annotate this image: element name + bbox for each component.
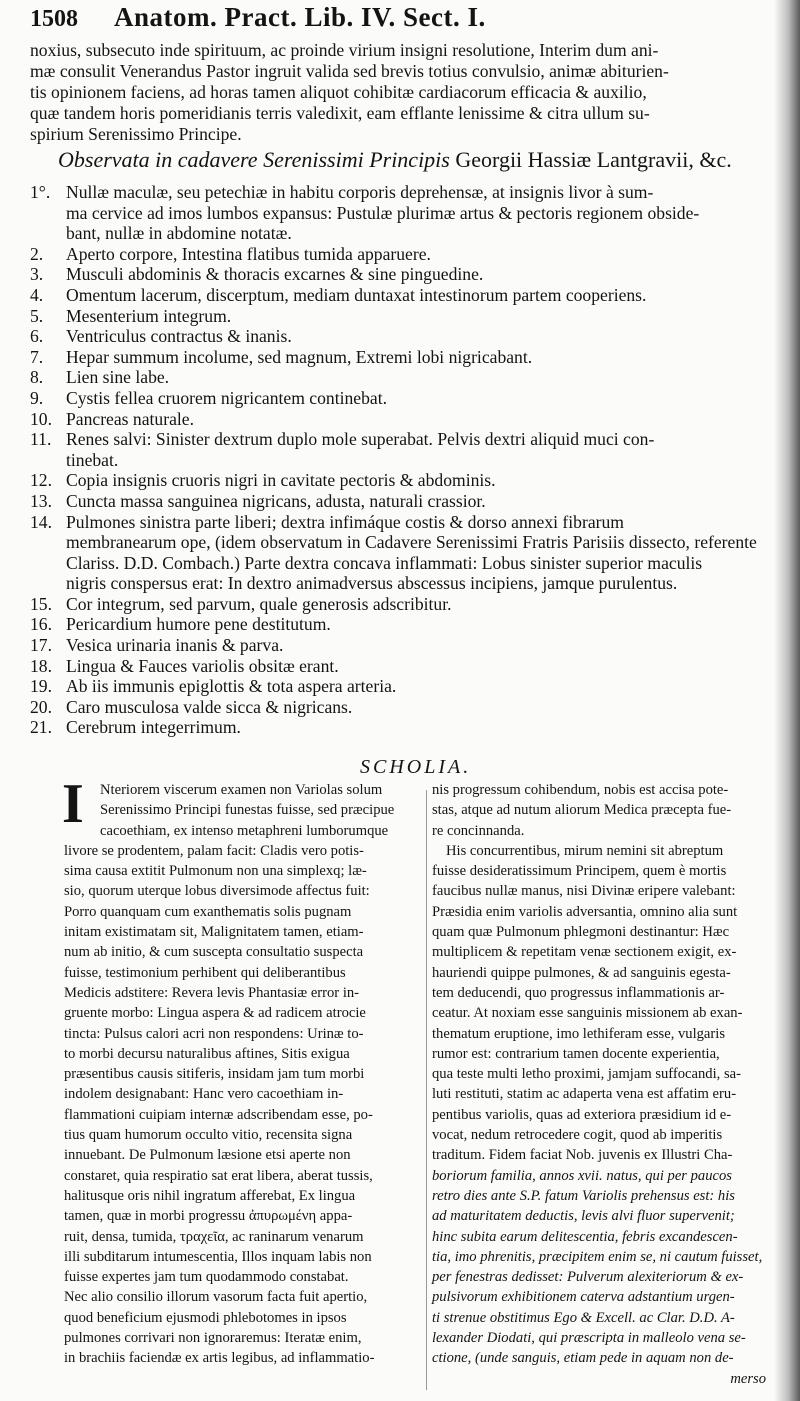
observation-item — [30, 347, 772, 368]
item-number: 19. — [30, 676, 52, 697]
item-text: Cystis fellea cruorem nigricantem continebat. — [66, 387, 387, 408]
scholia-right-column — [432, 780, 766, 1389]
observation-item — [30, 450, 772, 471]
observation-item — [30, 285, 772, 306]
column-divider — [426, 790, 427, 1390]
scholia-left-line: Nteriorem viscerum examen non Variolas solum — [100, 782, 383, 798]
item-text: Cuncta massa sanguinea nigricans, adusta, naturali crassior. — [66, 490, 486, 511]
scholia-left-line: cacoethiam, ex intenso metaphreni lumborumque — [100, 822, 389, 839]
scholia-left-line: tincta: Pulsus calori acri non respondens: Urinæ to- — [64, 1025, 364, 1042]
item-number: 6. — [30, 326, 44, 347]
scholia-right-line: pulsivorum exhibitionem caterva adstantium urgen- — [432, 1289, 735, 1306]
observation-item — [30, 553, 772, 574]
observation-item — [30, 264, 772, 285]
observation-item — [30, 491, 772, 512]
intro-line: quæ tandem horis pomeridianis terris valedixit, eam efflante lenissime & citra ullum su- — [30, 103, 650, 123]
item-text: Pericardium humore pene destitutum. — [66, 614, 331, 635]
item-number: 11. — [30, 429, 52, 450]
item-number: 2. — [30, 243, 44, 264]
item-text: Cerebrum integerrimum. — [66, 717, 241, 738]
observation-title — [58, 146, 778, 174]
scholia-right-line: retro dies ante S.P. fatum Variolis prehensus est: his — [432, 1187, 735, 1204]
item-text: Ventriculus contractus & inanis. — [66, 326, 292, 347]
scholia-left-line: Medicis adstitere: Revera levis Phantasiæ error in- — [64, 984, 360, 1001]
scholia-right-line: nis progressum cohibendum, nobis est accisa pote- — [432, 782, 729, 798]
item-text: Ab iis immunis epiglottis & tota aspera arteria. — [66, 676, 397, 697]
item-text: Mesenterium integrum. — [66, 305, 232, 326]
scholia-left-line: gruente morbo: Lingua aspera & ad radicem atrocie — [64, 1005, 366, 1022]
scholia-left-line: quod beneficium ejusmodi phlebotomes in ipsos — [64, 1309, 347, 1326]
scholia-right-line: luti restituti, statim ac adaperta vena est affatim eru- — [432, 1086, 737, 1103]
observation-item — [30, 532, 772, 553]
observation-item — [30, 676, 772, 697]
scholia-heading: SCHOLIA. — [360, 756, 472, 778]
item-number: 14. — [30, 511, 52, 532]
scholia-right-line: Præsidia enim variolis adversantia, omnino alia sunt — [432, 903, 738, 920]
scholia-left-line: in brachiis faciendæ ex artis legibus, ad inflammatio- — [64, 1350, 375, 1367]
observation-item — [30, 223, 772, 244]
scholia-left-line: flammationi cuipiam internæ adscribendam esse, po- — [64, 1106, 373, 1123]
item-text: Clariss. D.D. Combach.) Parte dextra concava inflammati: Lobus sinister superior maculis — [66, 552, 703, 573]
scholia-right-line: hauriendi quippe pulmones, & ad sanguinis egesta- — [432, 964, 731, 981]
item-number: 12. — [30, 470, 52, 491]
item-text: Caro musculosa valde sicca & nigricans. — [66, 696, 353, 717]
scholia-right-line: boriorum familia, annos xvii. natus, qui per paucos — [432, 1167, 732, 1184]
observation-item — [30, 409, 772, 430]
observation-item — [30, 367, 772, 388]
item-text: tinebat. — [66, 449, 119, 470]
scholia-left-line: ruit, densa, tumida, τραχεῖα, ac raninarum venarum — [64, 1228, 364, 1245]
observation-item — [30, 326, 772, 347]
scholia-left-line: constaret, quia respiratio sat erat libera, aberat tussis, — [64, 1167, 373, 1184]
item-number: 15. — [30, 593, 52, 614]
observation-item — [30, 697, 772, 718]
scholia-right-line: tem deducendi, quo progressus inflammationis ar- — [432, 984, 725, 1001]
item-text: Omentum lacerum, discerptum, mediam duntaxat intestinorum partem cooperiens. — [66, 284, 647, 305]
observation-item — [30, 573, 772, 594]
scholia-left-line: indolem designabant: Hanc vero cacoethiam in- — [64, 1086, 344, 1103]
item-text: Musculi abdominis & thoracis excarnes & sine pinguedine. — [66, 264, 484, 285]
drop-cap: I — [62, 773, 84, 835]
scholia-right-line: fuisse desideratissimum Principem, quem è mortis — [432, 863, 727, 880]
intro-paragraph — [30, 40, 772, 145]
item-number: 13. — [30, 490, 52, 511]
item-text: Vesica urinaria inanis & parva. — [66, 635, 284, 656]
scholia-left-line: initam existimatam sit, Malignitatem tamen, etiam- — [64, 924, 364, 941]
scholia-right-line: merso — [730, 1370, 766, 1387]
item-number: 18. — [30, 655, 52, 676]
scholia-right-line: re concinnanda. — [432, 822, 525, 839]
scholia-right-line: qua teste multi letho proximi, jamjam suffocandi, sa- — [432, 1066, 741, 1083]
scholia-left-line: to morbi decursu naturalibus aftines, Sitis exigua — [64, 1045, 350, 1062]
scholia-right-line: thematum eruptione, imo lethiferam esse, vulgaris — [432, 1025, 726, 1042]
scholia-right-line: hinc subita earum delitescentia, febris excandescen- — [432, 1228, 738, 1245]
item-text: Lien sine labe. — [66, 367, 170, 388]
item-text: Pulmones sinistra parte liberi; dextra infimáque costis & dorso annexi fibrarum — [66, 511, 624, 532]
scholia-left-line: Nec alio consilio illorum vasorum facta fuit apertio, — [64, 1289, 368, 1306]
intro-line: mæ consulit Venerandus Pastor ingruit valida sed brevis totius convulsio, animæ abiturien- — [30, 61, 669, 81]
item-text: Pancreas naturale. — [66, 408, 194, 429]
scholia-left-column — [64, 780, 422, 1369]
item-text: membranearum ope, (idem observatum in Cadavere Serenissimi Fratris Parisiis dissecto, referente — [66, 532, 757, 553]
observation-item — [30, 656, 772, 677]
scholia-left-line: illi subditarum intumescentia, Illos inquam labis non — [64, 1248, 372, 1265]
scholia-left-line: livore se prodentem, palam facit: Cladis vero potis- — [64, 842, 364, 859]
scholia-right-line: His concurrentibus, mirum nemini sit abreptum — [446, 842, 724, 859]
item-number: 20. — [30, 696, 52, 717]
item-number: 9. — [30, 387, 44, 408]
scholia-right-line: ad maturitatem deductis, levis alvi fluor supervenit; — [432, 1208, 735, 1225]
scholia-right-line: lexander Diodati, qui præscripta in malleolo vena se- — [432, 1330, 746, 1347]
observation-title-italic: Observata in cadavere Serenissimi Principis — [58, 147, 450, 172]
item-text: Lingua & Fauces variolis obsitæ erant. — [66, 655, 339, 676]
item-number: 21. — [30, 717, 52, 738]
intro-line: noxius, subsecuto inde spirituum, ac proinde virium insigni resolutione, Interim dum ani- — [30, 40, 659, 60]
scholia-left-line: Porro quanquam cum exanthematis solis pugnam — [64, 903, 352, 920]
observation-title-roman: Georgii Hassiæ Lantgravii, &c. — [449, 147, 732, 172]
observation-item — [30, 614, 772, 635]
item-text: Copia insignis cruoris nigri in cavitate pectoris & abdominis. — [66, 470, 496, 491]
item-number: 16. — [30, 614, 52, 635]
observation-item — [30, 306, 772, 327]
observation-item — [30, 512, 772, 533]
observation-item — [30, 594, 772, 615]
scholia-right-line: vocat, nedum retrocedere cogit, quod ab imperitis — [432, 1127, 723, 1144]
scholia-left-line: sima causa extitit Pulmonum non una simplexq; læ- — [64, 863, 367, 880]
item-text: Renes salvi: Sinister dextrum duplo mole superabat. Pelvis dextri aliquid muci con- — [66, 429, 655, 450]
observation-item — [30, 635, 772, 656]
scholia-right-line: ceatur. At noxiam esse sanguinis missionem ab exan- — [432, 1005, 743, 1022]
scholia-left-line: halitusque oris nihil ingratum afferebat, Ex lingua — [64, 1187, 356, 1204]
intro-line: tis opinionem faciens, ad horas tamen aliquot cohibitæ cardiacorum efficacia & auxilio, — [30, 82, 647, 102]
item-number: 7. — [30, 346, 44, 367]
scholia-left-line: tamen, quæ in morbi progressu ἀπυρωμένη appa- — [64, 1208, 353, 1225]
scholia-right-line: quam quæ Pulmonum phlegmoni destinantur: Hæc — [432, 924, 730, 941]
scholia-right-line: tia, imo phrenitis, præcipitem enim se, ni cautum fuisset, — [432, 1248, 763, 1265]
item-text: bant, nullæ in abdomine notatæ. — [66, 223, 292, 244]
observation-item — [30, 717, 772, 738]
item-number: 5. — [30, 305, 44, 326]
item-text: Cor integrum, sed parvum, quale generosis adscribitur. — [66, 593, 452, 614]
scholia-right-line: per fenestras dedisset: Pulverum alexiteriorum & ex- — [432, 1269, 744, 1286]
item-number: 8. — [30, 367, 44, 388]
scholia-left-line: innuebant. De Pulmonum læsione etsi aperte non — [64, 1147, 351, 1164]
item-text: Aperto corpore, Intestina flatibus tumida apparuere. — [66, 243, 431, 264]
scholia-right-line: traditum. Fidem faciat Nob. juvenis ex Illustri Cha- — [432, 1147, 733, 1164]
scholia-left-line: tius quam humorum occulto vitio, recensita signa — [64, 1127, 353, 1144]
scholia-right-line: ti strenue obstitimus Ego & Excell. ac Clar. D.D. A- — [432, 1309, 735, 1326]
item-number: 17. — [30, 635, 52, 656]
scholia-left-line: pulmones corrivari non ignoraremus: Iteratæ enim, — [64, 1330, 362, 1347]
item-text: ma cervice ad imos lumbos expansus: Pustulæ plurimæ artus & pectoris regionem obside- — [66, 202, 700, 223]
running-head: Anatom. Pract. Lib. IV. Sect. I. — [114, 2, 486, 32]
scholia-left-line: præsentibus causis sitiferis, insidam jam tum morbi — [64, 1066, 365, 1083]
observation-item — [30, 470, 772, 491]
item-text: nigris conspersus erat: In dextro animadversus abscessus incipiens, jamque purulentus. — [66, 573, 678, 594]
scholia-right-line: faucibus nullæ manus, nisi Divinæ eripere valebant: — [432, 883, 736, 900]
scholia-left-line: sio, quorum uterque lobus diversimode affectus fuit: — [64, 883, 370, 900]
item-number: 4. — [30, 284, 44, 305]
scholia-left-line: num ab initio, & cum suscepta consultatio suspecta — [64, 944, 364, 961]
page-edge-shadow — [774, 0, 800, 1401]
scholia-right-line: pentibus variolis, quas ad exteriora præsidium id e- — [432, 1106, 732, 1123]
item-text: Hepar summum incolume, sed magnum, Extremi lobi nigricabant. — [66, 346, 533, 367]
scholia-left-line: fuisse expertes jam tum quodammodo constabat. — [64, 1269, 349, 1286]
item-number: 3. — [30, 264, 44, 285]
observation-item — [30, 182, 772, 203]
scholia-left-line: fuisse, testimonium perhibent qui deliberantibus — [64, 964, 346, 981]
item-text: Nullæ maculæ, seu petechiæ in habitu corporis deprehensæ, at insignis livor à sum- — [66, 182, 654, 202]
observation-item — [30, 429, 772, 450]
scholia-left-line: Serenissimo Principi funestas fuisse, sed præcipue — [100, 802, 395, 819]
item-number: 10. — [30, 408, 52, 429]
observation-item — [30, 388, 772, 409]
scholia-right-line: ctione, (unde sanguis, etiam pede in aquam non de- — [432, 1350, 734, 1367]
page-header — [30, 2, 770, 36]
scholia-right-line: multiplicem & repetitam venæ sectionem exigit, ex- — [432, 944, 737, 961]
observation-list — [30, 182, 772, 738]
observation-item — [30, 203, 772, 224]
observation-item — [30, 244, 772, 265]
item-number: 1°. — [30, 182, 51, 202]
scholia-right-line: rumor est: contrarium tamen docente experientia, — [432, 1045, 720, 1062]
intro-line: spirium Serenissimo Principe. — [30, 124, 242, 144]
page-number: 1508 — [30, 6, 78, 32]
scholia-right-line: stas, atque ad nutum aliorum Medica præcepta fue- — [432, 802, 732, 819]
